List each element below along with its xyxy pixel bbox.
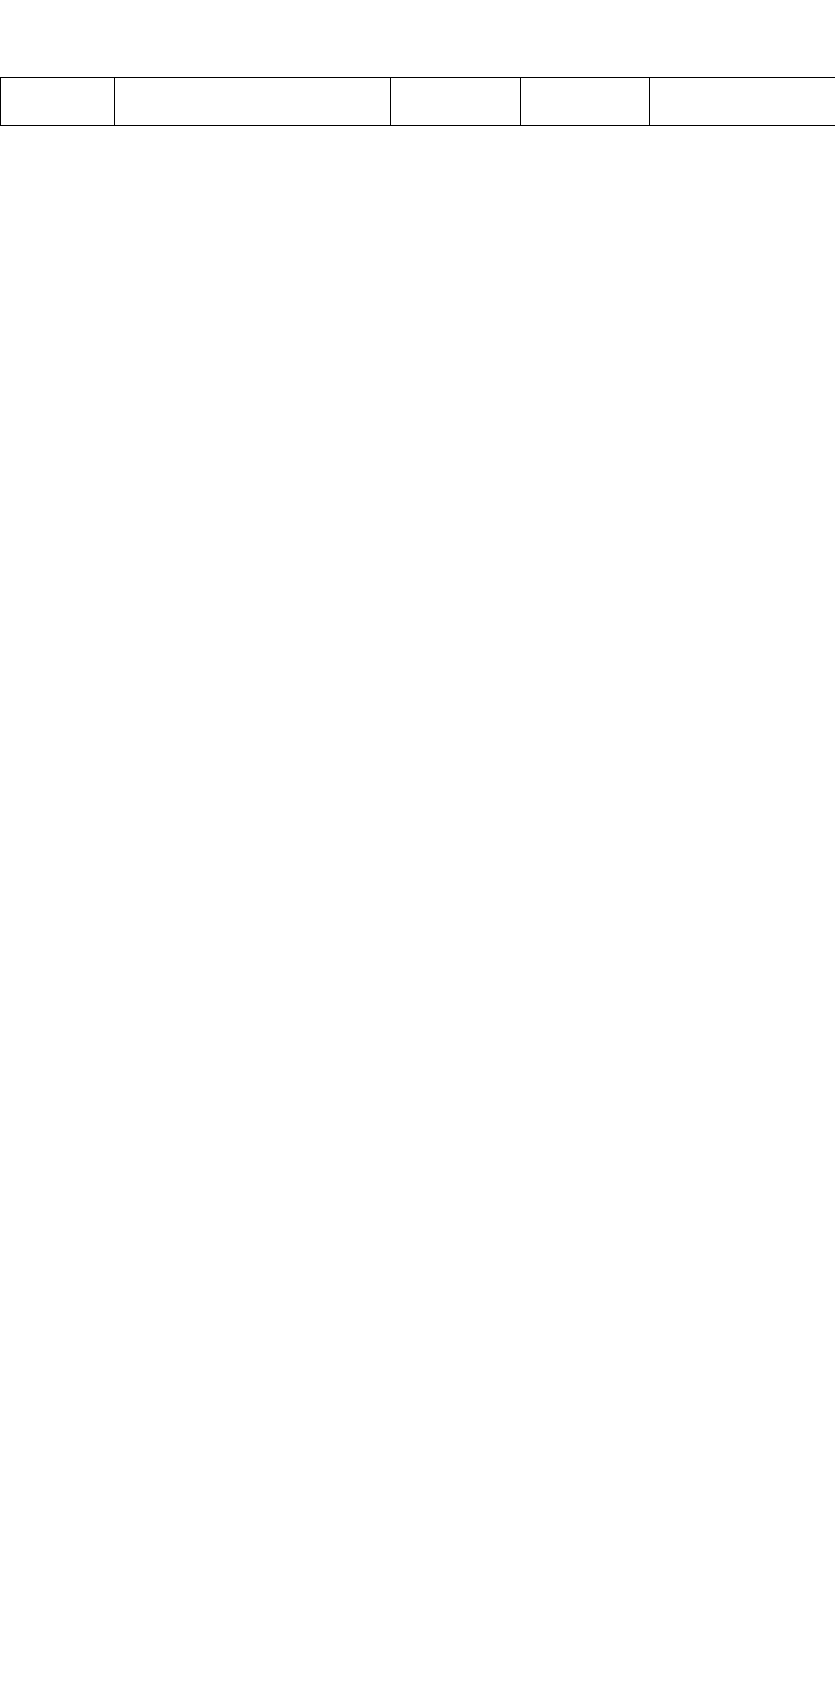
header-expense bbox=[521, 78, 650, 126]
page-title bbox=[0, 0, 835, 76]
header-row bbox=[1, 78, 835, 126]
header-date bbox=[1, 78, 115, 126]
finance-table bbox=[0, 77, 835, 126]
header-summary bbox=[115, 78, 391, 126]
header-income bbox=[391, 78, 521, 126]
table-header bbox=[1, 78, 835, 126]
header-remark bbox=[650, 78, 835, 126]
